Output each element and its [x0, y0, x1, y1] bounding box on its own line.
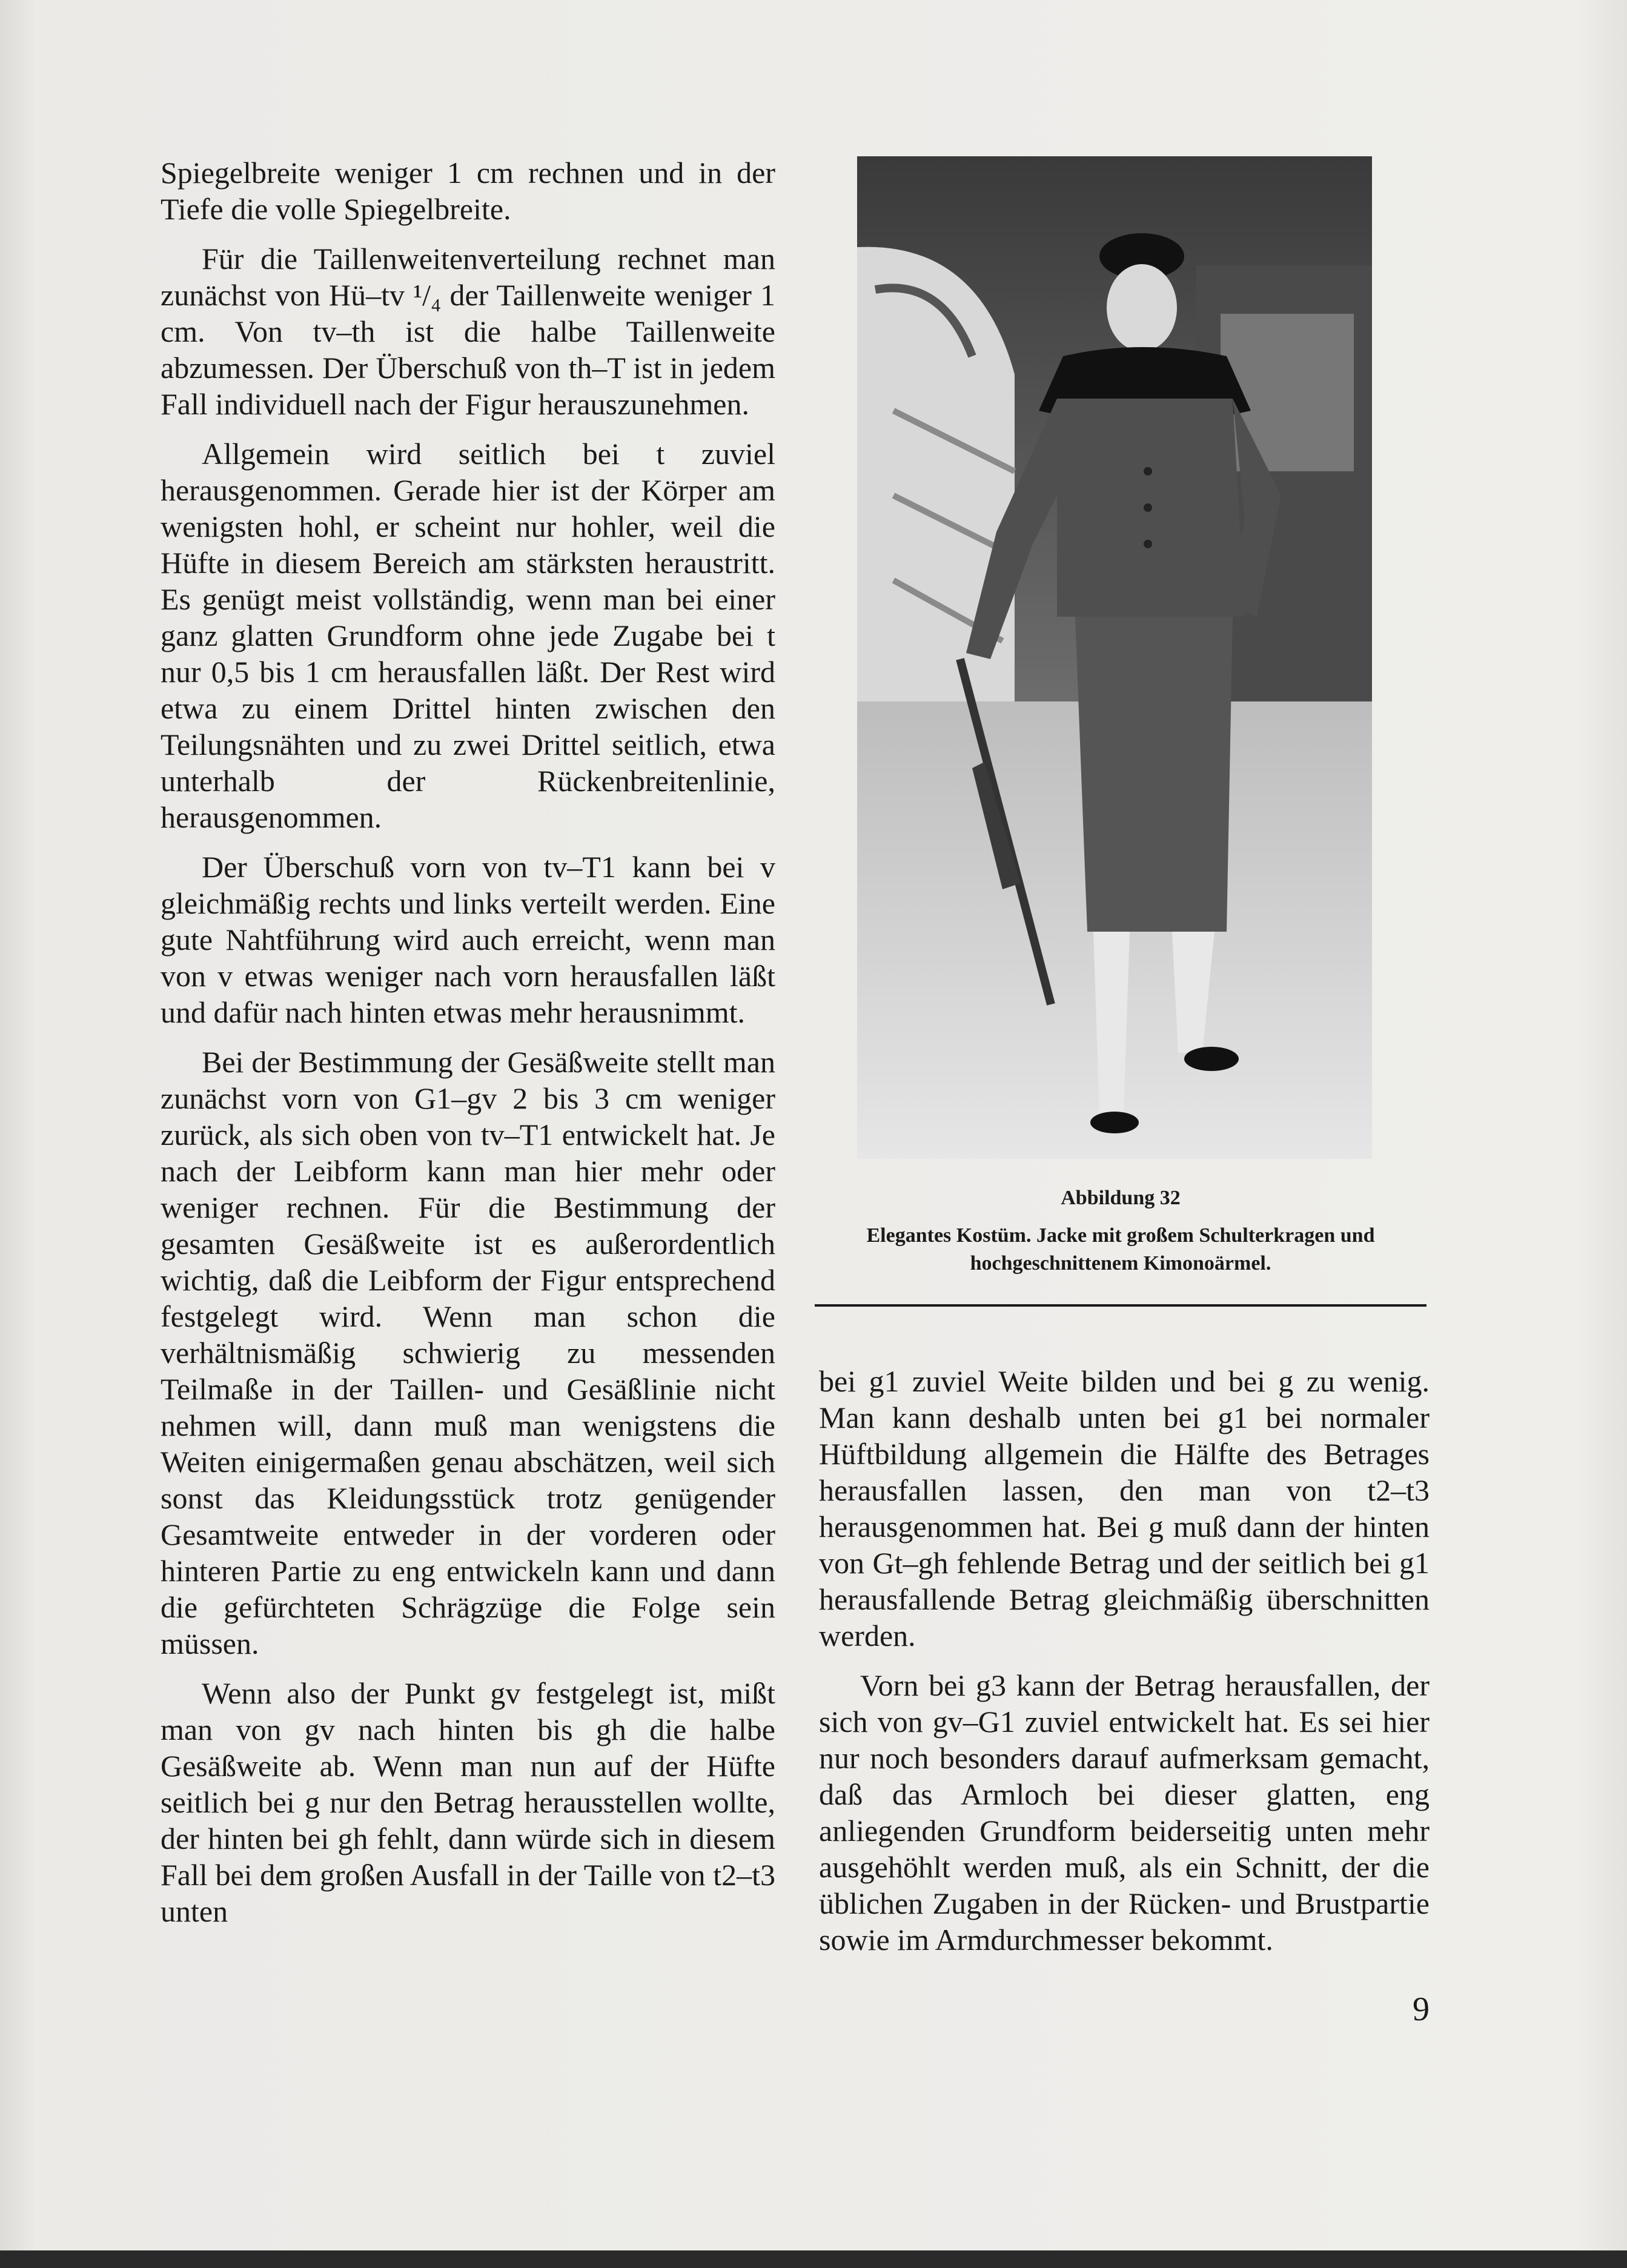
- figure-label: Abbildung 32: [1061, 1187, 1181, 1209]
- fashion-photo: [857, 156, 1372, 1159]
- page-number: 9: [1413, 1991, 1430, 2028]
- paragraph: Der Überschuß vorn von tv–T1 kann bei v gleichmäßig rechts und links verteilt werden. Eine gute Nahtführung wird auch erreicht, wenn man von v etwas weniger nach vorn herausfallen läßt und dafür nach hinten etwas mehr herausnimmt.: [161, 850, 775, 1029]
- paragraph: Für die Taillenweitenverteilung rechnet man zunächst von Hü–tv ¹/₄ der Taillenweite weniger 1 cm. Von tv–th ist die halbe Taillenweite abzumessen. Der Überschuß von th–T ist in jedem Fall individuell nach der Figur herauszunehmen.: [161, 242, 775, 421]
- left-text-column: [161, 154, 775, 1943]
- paragraph: Vorn bei g3 kann der Betrag herausfallen, der sich von gv–G1 zuviel entwickelt hat. Es sei hier nur noch besonders darauf aufmerksam gemacht, daß das Armloch bei dieser glatten, eng anliegenden Grundform beiderseitig unten mehr ausgehöhlt werden muß, als ein Schnitt, der die üblichen Zugaben in der Rücken- und Brustpartie sowie im Armdurchmesser bekommt.: [819, 1668, 1430, 1957]
- scan-edge: [0, 2250, 1627, 2268]
- divider-rule: [815, 1304, 1427, 1307]
- paragraph: bei g1 zuviel Weite bilden und bei g zu wenig. Man kann deshalb unten bei g1 bei normaler Hüftbildung allgemein die Hälfte des Betrages herausfallen lassen, den man von t2–t3 herausgenommen hat. Bei g muß dann der hinten von Gt–gh fehlende Betrag und der seitlich bei g1 herausfallende Betrag gleichmäßig überschnitten werden.: [819, 1364, 1430, 1653]
- figure-caption: [815, 1184, 1427, 1278]
- paragraph: Spiegelbreite weniger 1 cm rechnen und in der Tiefe die volle Spiegelbreite.: [161, 156, 775, 226]
- figure-caption-text: Elegantes Kostüm. Jacke mit großem Schulterkragen und hochgeschnittenem Kimonoärmel.: [866, 1224, 1375, 1275]
- right-text-column: [819, 1363, 1430, 1971]
- paragraph: Bei der Bestimmung der Gesäßweite stellt man zunächst vorn von G1–gv 2 bis 3 cm weniger zurück, als sich oben von tv–T1 entwickelt hat. Je nach der Leibform kann man hier mehr oder weniger rechnen. Für die Bestimmung der gesamten Gesäßweite ist es außerordentlich wichtig, daß die Leibform der Figur entsprechend festgelegt wird. Wenn man schon die verhältnismäßig schwierig zu messenden Teilmaße in der Taillen- und Gesäßlinie nicht nehmen will, dann muß man wenigstens die Weiten einigermaßen genau abschätzen, weil sich sonst das Kleidungsstück trotz genügender Gesamtweite entweder in der vorderen oder hinteren Partie zu eng entwickeln kann und dann die gefürchteten Schrägzüge die Folge sein müssen.: [161, 1045, 775, 1660]
- paragraph: Wenn also der Punkt gv festgelegt ist, mißt man von gv nach hinten bis gh die halbe Gesäßweite ab. Wenn man nun auf der Hüfte seitlich bei g nur den Betrag herausstellen wollte, der hinten bei gh fehlt, dann würde sich in diesem Fall bei dem großen Ausfall in der Taille von t2–t3 unten: [161, 1676, 775, 1928]
- paragraph: Allgemein wird seitlich bei t zuviel herausgenommen. Gerade hier ist der Körper am wenigsten hohl, er scheint nur hohler, weil die Hüfte in diesem Bereich am stärksten heraustritt. Es genügt meist vollständig, wenn man bei einer ganz glatten Grundform ohne jede Zugabe bei t nur 0,5 bis 1 cm herausfallen läßt. Der Rest wird etwa zu einem Drittel hinten zwischen den Teilungsnähten und zu zwei Drittel seitlich, etwa unterhalb der Rückenbreitenlinie, herausgenommen.: [161, 437, 775, 834]
